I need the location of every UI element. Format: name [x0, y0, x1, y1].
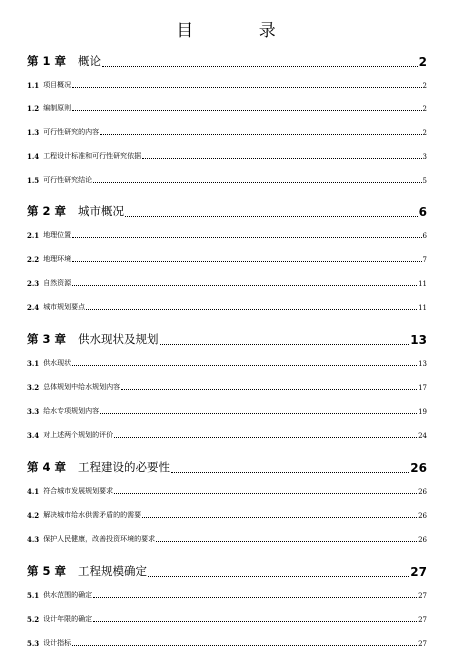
- toc-section-entry[interactable]: [27, 175, 427, 185]
- toc-entry-page-number: 13: [410, 333, 427, 347]
- dot-leader: [114, 493, 417, 494]
- toc-section-entry[interactable]: [27, 590, 427, 600]
- dot-leader: [72, 645, 417, 646]
- toc-section-entry[interactable]: [27, 302, 427, 312]
- toc-entry-label: 符合城市发展规划要求: [43, 487, 114, 495]
- toc-entry-label: 工程建设的必要性: [78, 460, 171, 474]
- toc-section-entry[interactable]: [27, 151, 427, 161]
- dot-leader: [72, 237, 421, 238]
- dot-leader: [72, 365, 417, 366]
- toc-chapter-entry[interactable]: [27, 563, 427, 579]
- dot-leader: [148, 576, 409, 577]
- toc-section-entry[interactable]: [27, 254, 427, 264]
- dot-leader: [93, 621, 417, 622]
- dot-leader: [114, 437, 417, 438]
- dot-leader: [72, 110, 421, 111]
- toc-entry-page-number: 27: [418, 592, 427, 600]
- toc-entry-page-number: 11: [418, 280, 427, 288]
- toc-entry-label: 供水现状及规划: [78, 332, 159, 346]
- toc-entry-label: 可行性研究的内容: [43, 128, 100, 136]
- toc-section-entry[interactable]: [27, 80, 427, 90]
- toc-section-entry[interactable]: [27, 430, 427, 440]
- dot-leader: [102, 66, 418, 67]
- toc-entry-label: 对上述两个规划的评价: [43, 431, 114, 439]
- toc-entry-number: 3.3: [27, 407, 40, 416]
- toc-entry-number: 2.3: [27, 279, 40, 288]
- toc-entry-number: 1.1: [27, 81, 40, 90]
- toc-entry-label: 项目概况: [43, 81, 72, 89]
- toc-entry-page-number: 2: [422, 105, 427, 113]
- dot-leader: [86, 309, 417, 310]
- toc-entry-number: 第 1 章: [27, 54, 67, 68]
- toc-entry-label: 城市概况: [78, 204, 125, 218]
- toc-entry-page-number: 26: [418, 536, 427, 544]
- toc-entry-number: 1.3: [27, 128, 40, 137]
- toc-entry-number: 第 2 章: [27, 204, 67, 218]
- toc-entry-label: 供水范围的确定: [43, 591, 93, 599]
- toc-entry-number: 5.3: [27, 639, 40, 648]
- toc-entry-page-number: 2: [418, 55, 427, 69]
- toc-section-entry[interactable]: [27, 358, 427, 368]
- toc-section-entry[interactable]: [27, 406, 427, 416]
- dot-leader: [160, 344, 410, 345]
- toc-entry-number: 1.2: [27, 104, 40, 113]
- toc-entry-number: 3.4: [27, 431, 40, 440]
- toc-entry-label: 工程设计标准和可行性研究依据: [43, 152, 142, 160]
- toc-entry-label: 供水现状: [43, 359, 72, 367]
- dot-leader: [156, 541, 417, 542]
- toc-section-entry[interactable]: [27, 486, 427, 496]
- toc-chapter-entry[interactable]: [27, 53, 427, 69]
- toc-entry-page-number: 26: [418, 488, 427, 496]
- toc-entry-label: 设计年限的确定: [43, 615, 93, 623]
- toc-entry-number: 3.1: [27, 359, 40, 368]
- toc-section-entry[interactable]: [27, 230, 427, 240]
- toc-entry-page-number: 24: [418, 432, 427, 440]
- toc-section-entry[interactable]: [27, 510, 427, 520]
- toc-section-entry[interactable]: [27, 614, 427, 624]
- toc-entry-page-number: 11: [418, 304, 427, 312]
- toc-section-entry[interactable]: [27, 382, 427, 392]
- toc-entry-label: 总体规划中给水规划内容: [43, 383, 121, 391]
- toc-section-entry[interactable]: [27, 638, 427, 648]
- dot-leader: [100, 413, 417, 414]
- toc-entry-label: 自然资源: [43, 279, 72, 287]
- toc-entry-number: 2.4: [27, 303, 40, 312]
- toc-entry-page-number: 6: [422, 232, 427, 240]
- toc-entry-number: 4.1: [27, 487, 40, 496]
- toc-section-entry[interactable]: [27, 278, 427, 288]
- toc-entry-label: 设计指标: [43, 639, 72, 647]
- toc-entry-page-number: 17: [418, 384, 427, 392]
- toc-entry-page-number: 6: [418, 205, 427, 219]
- toc-entry-page-number: 26: [410, 461, 427, 475]
- toc-entry-number: 5.2: [27, 615, 40, 624]
- dot-leader: [93, 597, 417, 598]
- toc-entry-number: 3.2: [27, 383, 40, 392]
- toc-entry-page-number: 5: [422, 177, 427, 185]
- toc-entry-label: 可行性研究结论: [43, 176, 93, 184]
- toc-entry-page-number: 26: [418, 512, 427, 520]
- toc-entry-page-number: 27: [418, 616, 427, 624]
- toc-entry-label: 工程规模确定: [78, 564, 148, 578]
- dot-leader: [72, 261, 421, 262]
- toc-entry-number: 第 4 章: [27, 460, 67, 474]
- page-title: 目 录: [176, 21, 306, 41]
- toc-entry-label: 给水专项规划内容: [43, 407, 100, 415]
- toc-entry-number: 5.1: [27, 591, 40, 600]
- toc-entry-page-number: 2: [422, 82, 427, 90]
- dot-leader: [93, 182, 421, 183]
- toc-chapter-entry[interactable]: [27, 203, 427, 219]
- toc-entry-label: 保护人民健康，改善投资环境的要求: [43, 535, 156, 543]
- toc-entry-page-number: 2: [422, 129, 427, 137]
- dot-leader: [121, 389, 417, 390]
- toc-chapter-entry[interactable]: [27, 331, 427, 347]
- toc-section-entry[interactable]: [27, 103, 427, 113]
- toc-entry-label: 城市规划要点: [43, 303, 86, 311]
- toc-entry-number: 2.2: [27, 255, 40, 264]
- toc-entry-label: 编制原则: [43, 104, 72, 112]
- toc-section-entry[interactable]: [27, 534, 427, 544]
- toc-entry-page-number: 27: [418, 640, 427, 648]
- toc-entry-label: 地理位置: [43, 231, 72, 239]
- dot-leader: [142, 158, 421, 159]
- toc-entry-label: 概论: [78, 54, 102, 68]
- toc-entry-page-number: 27: [410, 565, 427, 579]
- toc-entry-number: 第 3 章: [27, 332, 67, 346]
- dot-leader: [125, 216, 418, 217]
- dot-leader: [72, 285, 417, 286]
- toc-entry-number: 1.4: [27, 152, 40, 161]
- dot-leader: [171, 472, 409, 473]
- toc-entry-number: 4.2: [27, 511, 40, 520]
- toc-entry-number: 4.3: [27, 535, 40, 544]
- dot-leader: [100, 134, 421, 135]
- toc-entry-label: 解决城市给水供需矛盾的的需要: [43, 511, 142, 519]
- toc-entry-page-number: 7: [422, 256, 427, 264]
- toc-entry-number: 2.1: [27, 231, 40, 240]
- toc-entry-number: 1.5: [27, 176, 40, 185]
- dot-leader: [142, 517, 417, 518]
- toc-entry-number: 第 5 章: [27, 564, 67, 578]
- toc-chapter-entry[interactable]: [27, 459, 427, 475]
- toc-entry-page-number: 13: [418, 360, 427, 368]
- toc-section-entry[interactable]: [27, 127, 427, 137]
- toc-entry-page-number: 3: [422, 153, 427, 161]
- toc-entry-page-number: 19: [418, 408, 427, 416]
- dot-leader: [72, 87, 421, 88]
- toc-entry-label: 地理环境: [43, 255, 72, 263]
